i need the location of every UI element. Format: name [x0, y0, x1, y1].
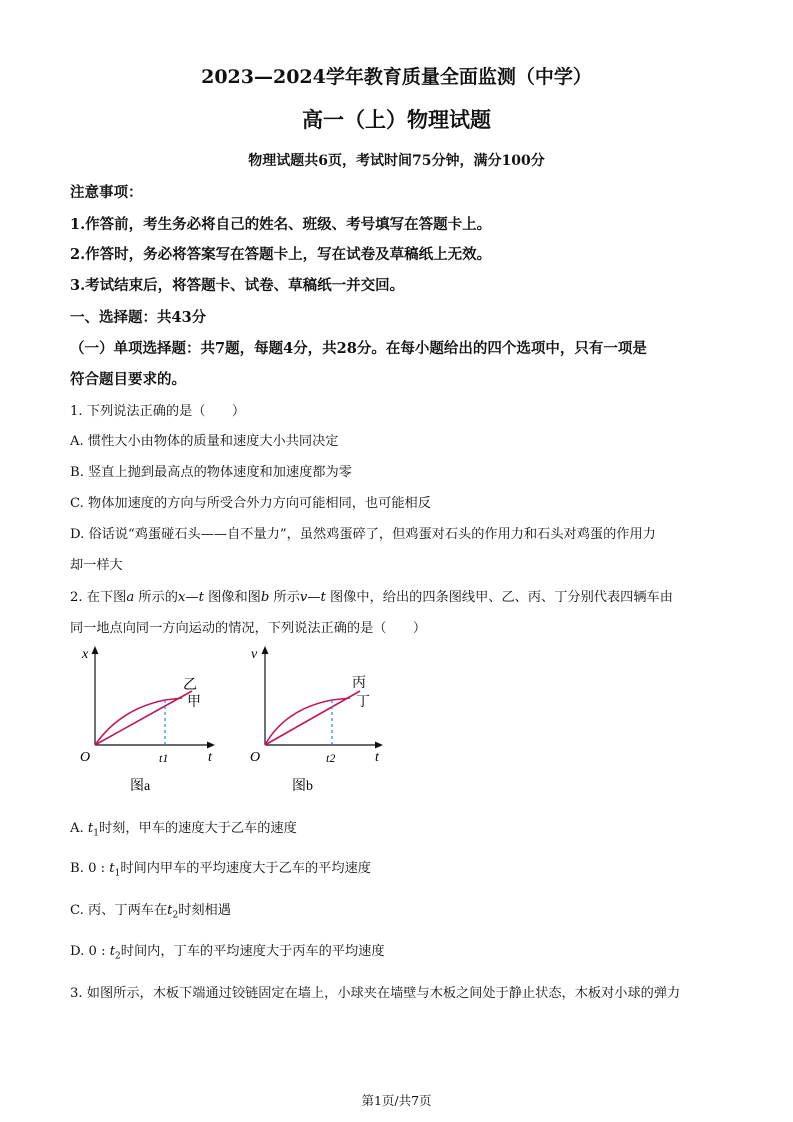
notice-item: 1.作答前，考生务必将自己的姓名、班级、考号填写在答题卡上。	[70, 216, 492, 233]
fig-b-y-label: v	[251, 647, 258, 662]
figure-b	[250, 646, 383, 794]
question-2-option-c: C. 丙、丁两车在$t_2$时刻相遇	[70, 903, 231, 921]
fig-b-caption: 图b	[292, 779, 313, 794]
figures-svg	[70, 643, 400, 803]
notice-heading: 注意事项：	[70, 184, 143, 201]
section-subheading: （一）单项选择题：共7题，每题4分，共28分。在每小题给出的四个选项中，只有一项是	[70, 340, 647, 357]
page-number: 第1页/共7页	[361, 1093, 432, 1108]
fig-a-line-label: 甲	[187, 695, 201, 710]
fig-b-curve-label: 丙	[352, 676, 366, 691]
fig-b-line-label: 丁	[356, 695, 370, 710]
fig-a-line-jia	[95, 691, 192, 745]
section-subheading-cont: 符合题目要求的。	[70, 371, 186, 388]
fig-a-tick: t1	[159, 751, 169, 765]
question-2-figures	[70, 643, 400, 803]
fig-a-origin: O	[80, 750, 91, 765]
fig-a-x-label: t	[208, 750, 212, 765]
question-1-option-d: D. 俗话说“鸡蛋碰石头——自不量力”，虽然鸡蛋碎了，但鸡蛋对石头的作用力和石头对鸡蛋的作用力	[70, 527, 656, 542]
fig-a-curve-label: 乙	[183, 678, 197, 693]
question-2-option-d: D. 0 : $t_2$时间内，丁车的平均速度大于丙车的平均速度	[70, 944, 385, 962]
fig-a-caption: 图a	[130, 779, 151, 794]
section-heading: 一、选择题：共43分	[70, 309, 207, 326]
notice-item: 2.作答时，务必将答案写在答题卡上，写在试卷及草稿纸上无效。	[70, 246, 492, 263]
question-1-option-a: A. 惯性大小由物体的质量和速度大小共同决定	[70, 434, 339, 449]
question-2-stem: 2. 在下图a 所示的x—t 图像和图b 所示v—t 图像中，给出的四条图线甲、乙、丙、丁分别代表四辆车由	[70, 590, 673, 605]
question-2-option-b: B. 0 : $t_1$时间内甲车的平均速度大于乙车的平均速度	[70, 861, 371, 879]
exam-subtitle: 高一（上）物理试题	[302, 107, 491, 132]
exam-info: 物理试题共6页，考试时间75分钟，满分100分	[248, 153, 545, 169]
notice-item: 3.考试结束后，将答题卡、试卷、草稿纸一并交回。	[70, 277, 405, 294]
fig-b-tick: t2	[326, 751, 336, 765]
question-2-option-a: A. $t_1$时刻，甲车的速度大于乙车的速度	[70, 821, 297, 839]
figure-a	[80, 646, 215, 794]
fig-a-y-arrow	[92, 646, 99, 654]
question-1-option-b: B. 竖直上抛到最高点的物体速度和加速度都为零	[70, 465, 352, 480]
fig-b-y-arrow	[262, 646, 269, 654]
fig-b-origin: O	[250, 750, 261, 765]
question-1-stem: 1. 下列说法正确的是（ ）	[70, 404, 246, 419]
question-1-option-d-cont: 却一样大	[70, 558, 123, 573]
fig-a-x-arrow	[207, 742, 215, 749]
fig-b-x-label: t	[375, 750, 379, 765]
question-3-stem: 3. 如图所示，木板下端通过铰链固定在墙上，小球夹在墙壁与木板之间处于静止状态，木板对小球的弹力	[70, 986, 681, 1001]
fig-b-x-arrow	[375, 742, 383, 749]
question-1-option-c: C. 物体加速度的方向与所受合外力方向可能相同，也可能相反	[70, 496, 431, 511]
exam-title: 2023—2024学年教育质量全面监测（中学）	[201, 66, 592, 88]
fig-a-y-label: x	[82, 647, 89, 662]
fig-b-line-ding	[265, 691, 360, 745]
question-2-stem-cont: 同一地点向同一方向运动的情况，下列说法正确的是（ ）	[70, 621, 427, 636]
